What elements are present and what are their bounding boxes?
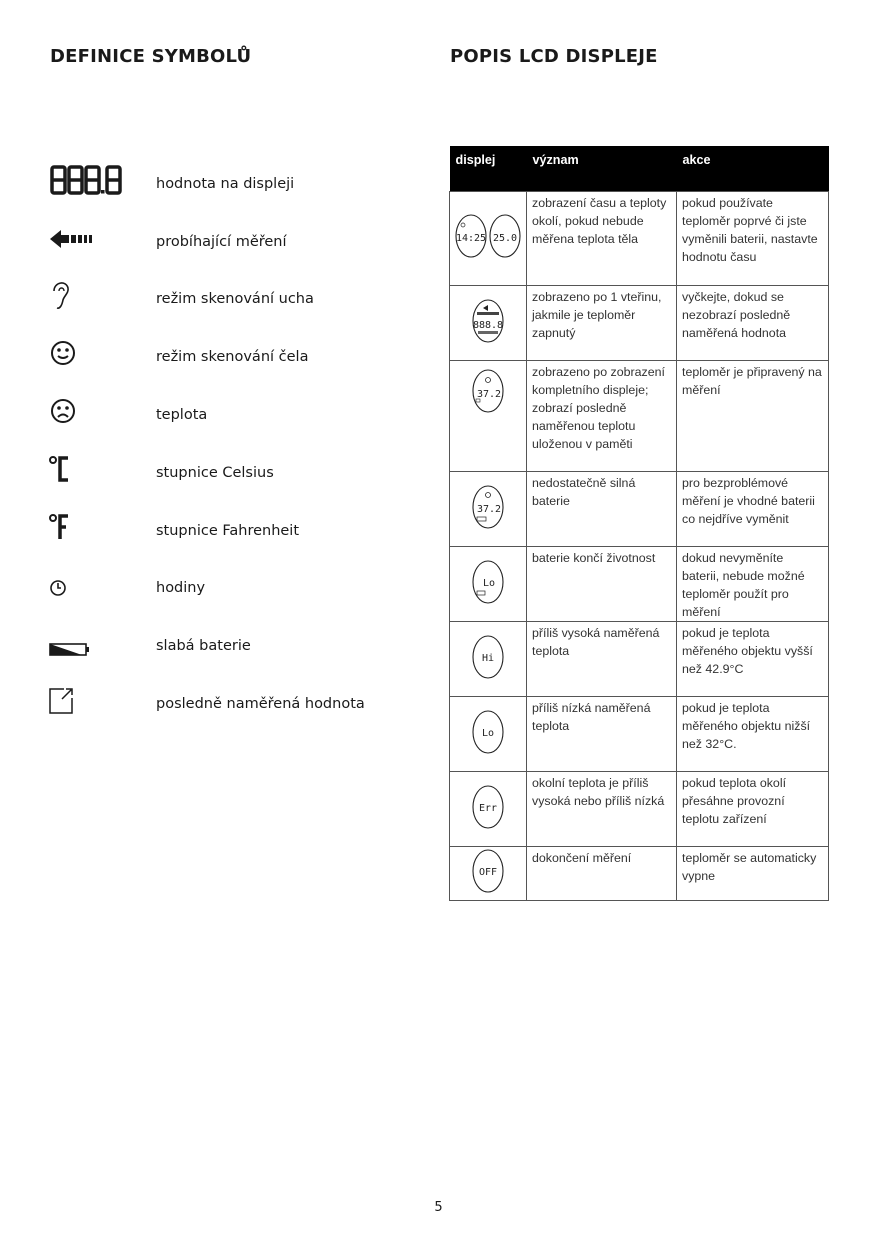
symbol-label: režim skenování ucha [156,291,314,307]
sad-face-icon [48,395,128,435]
table-row [450,472,829,547]
action-cell: pokud používate teploměr poprvé či jste vyměnili baterii, nastavte hodnotu času [677,192,829,286]
symbol-row [48,684,408,724]
smiley-face-icon [48,337,128,377]
action-cell: pokud je teplota měřeného objektu vyšší než 42.9°C [677,622,829,697]
display-text: Err [478,802,498,814]
display-cell [450,622,527,697]
table-row [450,286,829,361]
display-ambient-text: 25.0 [492,233,518,244]
too-high-display-icon [468,633,508,681]
action-cell: vyčkejte, dokud se nezobrazí posledně naměřená hodnota [677,286,829,361]
symbols-heading: DEFINICE SYMBOLŮ [50,46,252,67]
measuring-arrow-icon [48,222,128,262]
action-cell: teploměr je připravený na měření [677,361,829,472]
display-cell [450,547,527,622]
symbol-label: hodnota na displeji [156,176,295,192]
lcd-digits-icon [48,164,128,204]
symbol-row [48,453,408,493]
symbol-row [48,222,408,262]
display-text: Lo [481,727,495,739]
display-text: OFF [478,867,498,878]
action-cell: pro bezproblémové měření je vhodné baterii co nejdříve vyměnit [677,472,829,547]
display-text: Hi [481,652,495,664]
page-number: 5 [434,1200,443,1215]
display-text: 37.2 [476,503,502,515]
symbol-row [48,279,408,319]
off-display-icon [468,847,508,895]
table-row [450,697,829,772]
table-row [450,622,829,697]
error-display-icon [468,783,508,831]
too-low-display-icon [468,708,508,756]
table-row [450,361,829,472]
symbol-label: slabá baterie [156,638,251,654]
meaning-cell: zobrazení času a teploty okolí, pokud nebude měřena teplota těla [527,192,677,286]
fahrenheit-icon [48,511,128,551]
display-cell [450,192,527,286]
weak-battery-display-icon [468,483,508,531]
meaning-cell: zobrazeno po 1 vteřinu, jakmile je teploměr zapnutý [527,286,677,361]
full-display-icon [468,297,508,345]
symbol-row [48,164,408,204]
display-text: 37.2 [476,389,502,400]
meaning-cell: dokončení měření [527,847,677,901]
display-cell [450,847,527,901]
lcd-table [449,146,829,901]
header-display: displej [450,146,527,192]
header-meaning: význam [527,146,677,192]
action-cell: pokud teplota okolí přesáhne provozní teplotu zařízení [677,772,829,847]
celsius-icon [48,453,128,493]
clock-icon [48,568,128,608]
lcd-heading: POPIS LCD DISPLEJE [450,46,658,67]
action-cell: pokud je teplota měřeného objektu nižší než 32°C. [677,697,829,772]
last-value-display-icon [468,367,508,415]
display-text: Lo [482,577,496,589]
low-battery-icon [48,626,128,666]
header-action: akce [677,146,829,192]
symbol-row [48,568,408,608]
action-cell: dokud nevyměníte baterii, nebude možné teploměr použít pro měření [677,547,829,622]
meaning-cell: zobrazeno po zobrazení kompletního displeje; zobrazí posledně naměřenou teplotu uloženou v paměti [527,361,677,472]
symbol-label: režim skenování čela [156,349,309,365]
display-text: 888.8 [472,319,504,331]
time-ambient-display-icon [451,211,525,261]
table-header-row [450,146,829,192]
display-cell [450,697,527,772]
symbol-label: teplota [156,407,208,423]
symbol-row [48,511,408,551]
symbol-label: stupnice Fahrenheit [156,523,300,539]
symbol-label: hodiny [156,580,206,596]
meaning-cell: nedostatečně silná baterie [527,472,677,547]
table-row [450,772,829,847]
symbol-row [48,626,408,666]
battery-empty-display-icon [468,558,508,606]
meaning-cell: baterie končí životnost [527,547,677,622]
ear-icon [48,279,128,319]
display-time-text: 14:25 [455,233,487,244]
display-cell [450,286,527,361]
table-row [450,847,829,901]
display-cell [450,772,527,847]
symbol-row [48,395,408,435]
symbol-label: posledně naměřená hodnota [156,696,365,712]
symbol-label: probíhající měření [156,234,287,250]
table-row [450,192,829,286]
symbol-label: stupnice Celsius [156,465,274,481]
display-cell [450,361,527,472]
meaning-cell: okolní teplota je příliš vysoká nebo příliš nízká [527,772,677,847]
memory-icon [48,684,128,724]
action-cell: teploměr se automaticky vypne [677,847,829,901]
symbol-row [48,337,408,377]
meaning-cell: příliš nízká naměřená teplota [527,697,677,772]
display-cell [450,472,527,547]
meaning-cell: příliš vysoká naměřená teplota [527,622,677,697]
table-row [450,547,829,622]
